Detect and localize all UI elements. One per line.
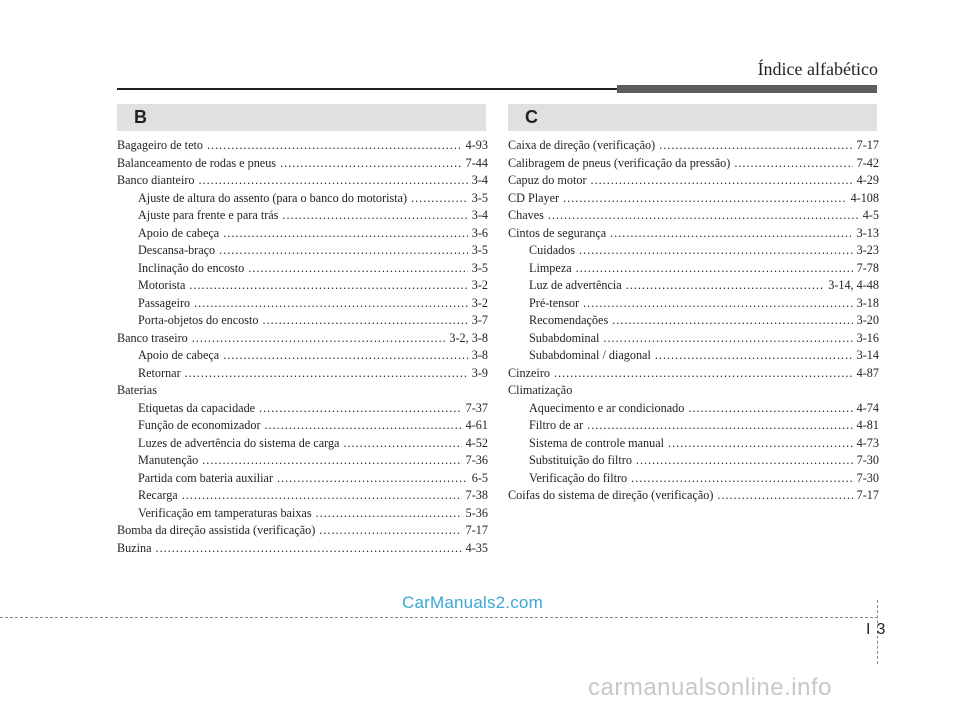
dot-leader bbox=[156, 540, 462, 558]
dot-leader bbox=[219, 242, 468, 260]
index-entry bbox=[117, 155, 488, 173]
entry-label: Substituição do filtro bbox=[529, 453, 632, 467]
entry-label: Verificação em tamperaturas baixas bbox=[138, 505, 312, 520]
section-header-c: C bbox=[508, 104, 877, 131]
dot-leader bbox=[282, 207, 467, 225]
entry-page: 3-2 bbox=[471, 278, 488, 292]
entry-label: Função de economizador bbox=[138, 418, 261, 432]
entry-page: 3-5 bbox=[471, 190, 488, 205]
entry-label: Motorista bbox=[138, 278, 186, 292]
entry-label: Manutenção bbox=[138, 453, 199, 467]
entry-label: Calibragem de pneus (verificação da pressão) bbox=[508, 155, 731, 170]
entry-label: Climatização bbox=[508, 383, 573, 397]
entry-page: 4-61 bbox=[465, 418, 488, 432]
entry-label: Etiquetas da capacidade bbox=[138, 400, 256, 415]
index-entry bbox=[117, 347, 488, 365]
index-entry bbox=[508, 330, 879, 348]
index-entry bbox=[117, 470, 488, 488]
dot-leader bbox=[185, 365, 468, 383]
dot-leader bbox=[248, 260, 467, 278]
dot-leader bbox=[199, 172, 468, 190]
entry-page: 7-30 bbox=[856, 470, 879, 485]
entry-label: Banco traseiro bbox=[117, 330, 188, 345]
dot-leader bbox=[734, 155, 852, 173]
index-entry bbox=[508, 417, 879, 435]
index-entry bbox=[508, 277, 879, 295]
dot-leader bbox=[612, 312, 852, 330]
index-entry bbox=[117, 242, 488, 260]
index-entry bbox=[508, 225, 879, 243]
entry-label: Inclinação do encosto bbox=[138, 260, 245, 275]
index-entry bbox=[508, 155, 879, 173]
entry-label: Descansa-braço bbox=[138, 243, 216, 257]
entry-page: 3-14 bbox=[856, 348, 879, 362]
entry-page: 3-5 bbox=[471, 243, 488, 257]
entry-label: Aquecimento e ar condicionado bbox=[529, 400, 685, 415]
index-entry bbox=[117, 190, 488, 208]
index-entry bbox=[117, 365, 488, 383]
index-entry bbox=[117, 312, 488, 330]
dot-leader bbox=[194, 295, 468, 313]
index-entry bbox=[117, 225, 488, 243]
index-entry bbox=[117, 330, 488, 348]
dot-leader bbox=[202, 452, 461, 470]
index-entry bbox=[508, 487, 879, 505]
index-entry bbox=[117, 172, 488, 190]
entry-page: 4-108 bbox=[850, 190, 879, 205]
dot-leader bbox=[636, 452, 853, 470]
entry-label: Sistema de controle manual bbox=[529, 435, 665, 450]
entry-label: Pré-tensor bbox=[529, 295, 580, 310]
footer-rule bbox=[0, 617, 878, 618]
entry-page: 3-5 bbox=[471, 260, 488, 275]
dot-leader bbox=[591, 172, 853, 190]
index-entry bbox=[508, 137, 879, 155]
index-entry bbox=[508, 452, 879, 470]
entry-label: Filtro de ar bbox=[529, 418, 584, 432]
dot-leader bbox=[668, 435, 853, 453]
dot-leader bbox=[265, 417, 462, 435]
entry-label: Porta-objetos do encosto bbox=[138, 313, 259, 327]
entry-label: Limpeza bbox=[529, 260, 572, 275]
entry-page: 3-16 bbox=[856, 330, 879, 345]
entry-label: Partida com bateria auxiliar bbox=[138, 470, 274, 485]
dot-leader bbox=[343, 435, 461, 453]
entry-page: 3-14, 4-48 bbox=[828, 278, 879, 292]
entry-label: Bagageiro de teto bbox=[117, 138, 203, 152]
dot-leader bbox=[603, 330, 852, 348]
dot-leader bbox=[626, 277, 825, 295]
entry-page: 3-20 bbox=[856, 313, 879, 327]
entry-label: Luz de advertência bbox=[529, 278, 622, 292]
entry-label: Cuidados bbox=[529, 243, 576, 257]
dot-leader bbox=[223, 347, 468, 365]
entry-page: 3-4 bbox=[471, 208, 488, 222]
entry-page: 7-17 bbox=[856, 488, 879, 502]
entry-label: Banco dianteiro bbox=[117, 173, 195, 187]
entry-label: Bomba da direção assistida (verificação) bbox=[117, 523, 316, 537]
index-entry bbox=[117, 260, 488, 278]
index-column-c bbox=[508, 137, 879, 505]
index-entry bbox=[117, 417, 488, 435]
dot-leader bbox=[316, 505, 462, 523]
dot-leader bbox=[207, 137, 462, 155]
watermark-carmanualsonline: carmanualsonline.info bbox=[588, 674, 832, 701]
index-entry bbox=[117, 452, 488, 470]
index-entry bbox=[508, 207, 879, 225]
entry-label: Recarga bbox=[138, 488, 178, 502]
index-column-b bbox=[117, 137, 488, 557]
entry-label: Retornar bbox=[138, 365, 181, 380]
dot-leader bbox=[655, 347, 853, 365]
header-rule bbox=[117, 88, 617, 90]
index-entry bbox=[117, 295, 488, 313]
dot-leader bbox=[659, 137, 852, 155]
dot-leader bbox=[223, 225, 468, 243]
dot-leader bbox=[576, 260, 853, 278]
index-entry bbox=[508, 435, 879, 453]
dot-leader bbox=[182, 487, 462, 505]
entry-page: 3-9 bbox=[471, 365, 488, 380]
entry-label: Caixa de direção (verificação) bbox=[508, 138, 656, 152]
entry-page: 7-17 bbox=[856, 138, 879, 152]
index-entry bbox=[508, 242, 879, 260]
entry-page: 7-42 bbox=[856, 155, 879, 170]
dot-leader bbox=[189, 277, 467, 295]
entry-page: 6-5 bbox=[471, 470, 488, 485]
entry-page: 3-18 bbox=[856, 295, 879, 310]
watermark-carmanuals2: CarManuals2.com bbox=[402, 593, 543, 612]
entry-label: Verificação do filtro bbox=[529, 470, 628, 485]
index-entry bbox=[117, 207, 488, 225]
index-entry bbox=[508, 172, 879, 190]
dot-leader bbox=[563, 190, 846, 208]
entry-page: 3-13 bbox=[856, 225, 879, 240]
index-entry bbox=[117, 435, 488, 453]
entry-label: Recomendações bbox=[529, 313, 609, 327]
entry-page: 3-4 bbox=[471, 173, 488, 187]
entry-label: Subabdominal / diagonal bbox=[529, 348, 651, 362]
header-rule-accent bbox=[617, 85, 877, 93]
dot-leader bbox=[280, 155, 462, 173]
entry-page: 4-35 bbox=[465, 540, 488, 555]
entry-page: 3-8 bbox=[471, 348, 488, 362]
dot-leader bbox=[263, 312, 468, 330]
index-entry bbox=[508, 347, 879, 365]
index-entry bbox=[508, 312, 879, 330]
index-entry bbox=[508, 260, 879, 278]
entry-page: 3-6 bbox=[471, 225, 488, 240]
index-entry bbox=[508, 400, 879, 418]
entry-page: 3-7 bbox=[471, 313, 488, 327]
entry-label: Baterias bbox=[117, 383, 157, 397]
dot-leader bbox=[579, 242, 853, 260]
dot-leader bbox=[717, 487, 852, 505]
index-entry bbox=[117, 277, 488, 295]
chapter-label: I bbox=[866, 621, 871, 638]
entry-page: 4-87 bbox=[856, 365, 879, 380]
entry-page: 7-44 bbox=[465, 155, 488, 170]
entry-label: CD Player bbox=[508, 190, 560, 205]
dot-leader bbox=[259, 400, 462, 418]
index-entry bbox=[117, 400, 488, 418]
entry-page: 4-73 bbox=[856, 435, 879, 450]
entry-label: Subabdominal bbox=[529, 330, 600, 345]
index-entry bbox=[508, 190, 879, 208]
entry-page: 7-30 bbox=[856, 453, 879, 467]
dot-leader bbox=[411, 190, 468, 208]
index-entry bbox=[117, 487, 488, 505]
entry-page: 3-23 bbox=[856, 243, 879, 257]
entry-label: Coifas do sistema de direção (verificação) bbox=[508, 488, 714, 502]
dot-leader bbox=[192, 330, 446, 348]
entry-page: 7-78 bbox=[856, 260, 879, 275]
dot-leader bbox=[319, 522, 461, 540]
entry-label: Cintos de segurança bbox=[508, 225, 607, 240]
entry-label: Ajuste para frente e para trás bbox=[138, 208, 279, 222]
entry-label: Passageiro bbox=[138, 295, 191, 310]
entry-label: Buzina bbox=[117, 540, 152, 555]
entry-page: 4-5 bbox=[862, 208, 879, 222]
entry-page: 7-36 bbox=[465, 453, 488, 467]
index-entry bbox=[508, 365, 879, 383]
index-entry bbox=[117, 522, 488, 540]
entry-page: 4-29 bbox=[856, 173, 879, 187]
section-header-b: B bbox=[117, 104, 486, 131]
dot-leader bbox=[583, 295, 853, 313]
entry-page: 3-2, 3-8 bbox=[449, 330, 488, 345]
index-entry bbox=[117, 137, 488, 155]
entry-page: 3-2 bbox=[471, 295, 488, 310]
dot-leader bbox=[548, 207, 859, 225]
entry-page: 4-52 bbox=[465, 435, 488, 450]
dot-leader bbox=[277, 470, 468, 488]
entry-label: Apoio de cabeça bbox=[138, 225, 220, 240]
index-entry bbox=[508, 382, 879, 400]
entry-label: Balanceamento de rodas e pneus bbox=[117, 155, 277, 170]
entry-page: 5-36 bbox=[465, 505, 488, 520]
entry-page: 7-17 bbox=[465, 523, 488, 537]
entry-label: Apoio de cabeça bbox=[138, 348, 220, 362]
entry-page: 7-37 bbox=[465, 400, 488, 415]
dot-leader bbox=[688, 400, 852, 418]
index-entry bbox=[508, 470, 879, 488]
entry-label: Capuz do motor bbox=[508, 173, 587, 187]
dot-leader bbox=[554, 365, 853, 383]
page-number bbox=[866, 621, 885, 639]
entry-page: 4-81 bbox=[856, 418, 879, 432]
entry-label: Ajuste de altura do assento (para o banco do motorista) bbox=[138, 190, 408, 205]
dot-leader bbox=[587, 417, 853, 435]
dot-leader bbox=[610, 225, 853, 243]
index-entry bbox=[117, 382, 488, 400]
page-title: Índice alfabético bbox=[757, 59, 878, 79]
entry-label: Chaves bbox=[508, 208, 544, 222]
entry-page: 4-74 bbox=[856, 400, 879, 415]
page-label: 3 bbox=[876, 621, 886, 638]
entry-page: 7-38 bbox=[465, 488, 488, 502]
entry-page: 4-93 bbox=[465, 138, 488, 152]
index-entry bbox=[117, 505, 488, 523]
dot-leader bbox=[631, 470, 853, 488]
entry-label: Luzes de advertência do sistema de carga bbox=[138, 435, 340, 450]
index-entry bbox=[117, 540, 488, 558]
entry-label: Cinzeiro bbox=[508, 365, 550, 380]
index-entry bbox=[508, 295, 879, 313]
